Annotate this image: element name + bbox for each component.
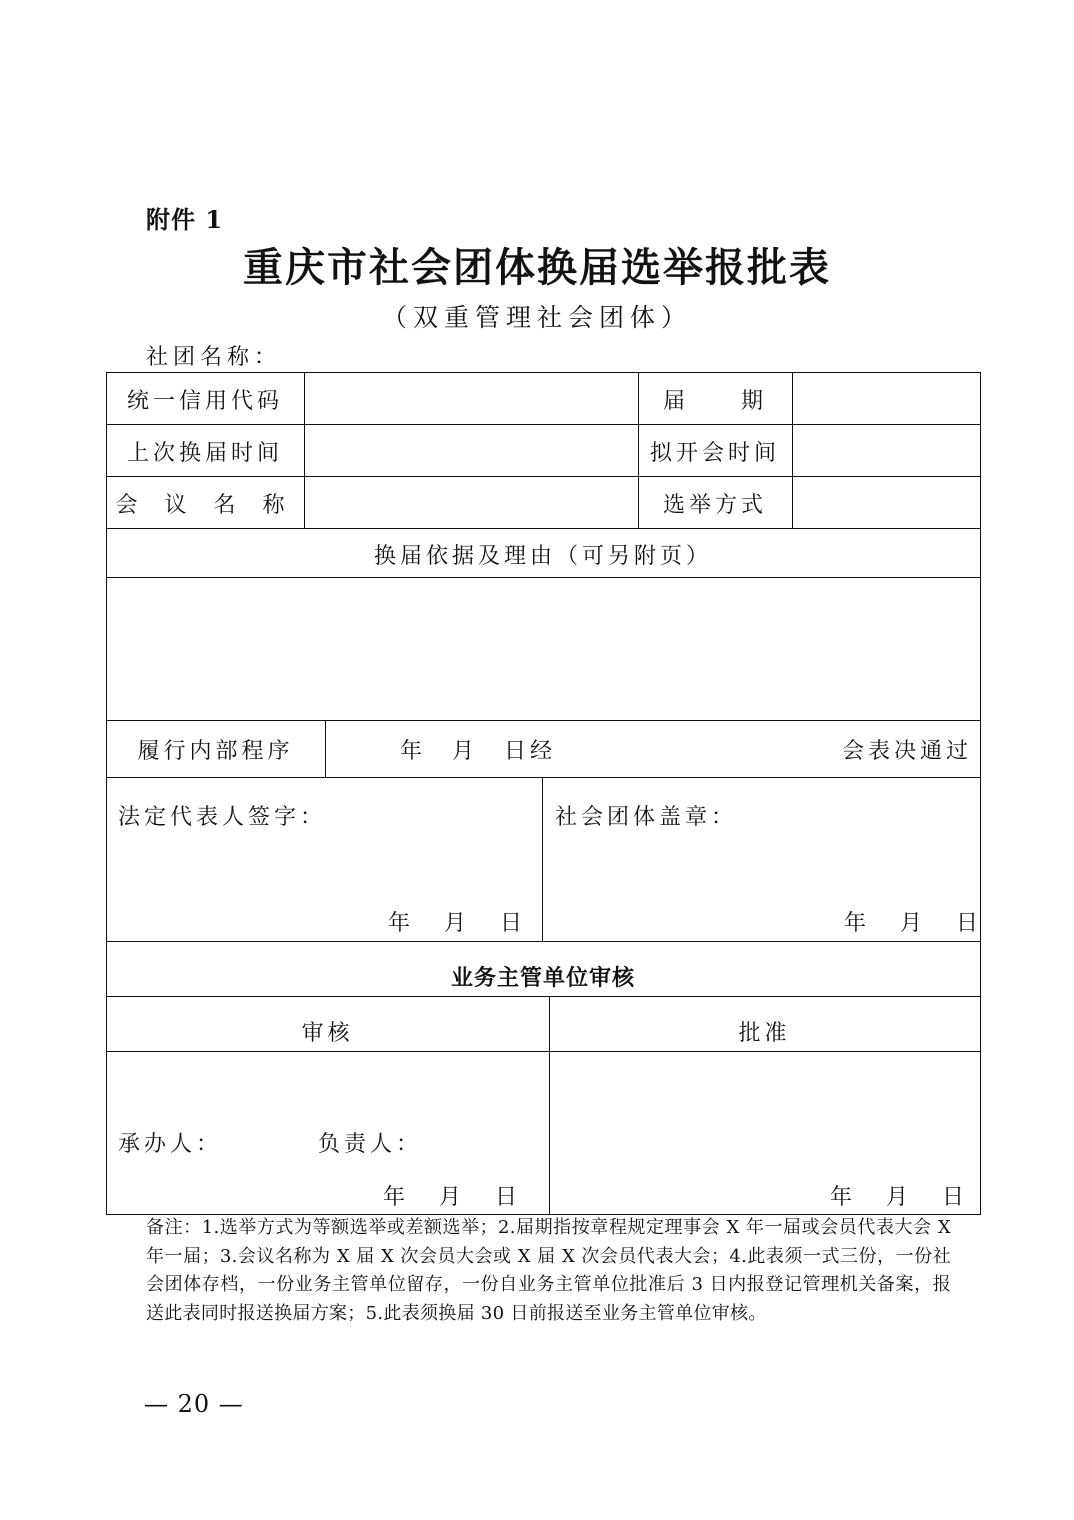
row-divider: [106, 528, 981, 529]
credit-code-field[interactable]: [305, 373, 637, 424]
supervisor-header: 业务主管单位审核: [450, 966, 635, 991]
planned-meeting-field[interactable]: [793, 425, 979, 476]
planned-meeting-label: 拟开会时间: [649, 441, 780, 466]
internal-procedure-suffix: 会表决通过: [842, 739, 973, 764]
row-divider: [106, 996, 981, 997]
col-divider: [542, 777, 543, 941]
org-seal-date: 年 月 日: [844, 911, 985, 936]
term-field[interactable]: [793, 373, 979, 424]
col-divider: [325, 720, 326, 777]
meeting-name-label: 会 议 名 称: [115, 493, 295, 518]
handler-label: 承办人：: [118, 1132, 223, 1157]
reason-header: 换届依据及理由（可另附页）: [373, 544, 712, 569]
table-border-right: [980, 372, 981, 1215]
internal-procedure-label: 履行内部程序: [137, 739, 294, 764]
form-title: 重庆市社会团体换届选举报批表: [243, 244, 831, 291]
org-name-label: 社团名称：: [146, 345, 282, 370]
attachment-label: 附件 1: [146, 205, 224, 234]
internal-procedure-date: 年 月 日经: [400, 739, 557, 764]
approve-label: 批准: [738, 1021, 791, 1046]
form-notes: 备注：1.选举方式为等额选举或差额选举；2.届期指按章程规定理事会 X 年一届或会员代表大会 X 年一届；3.会议名称为 X 届 X 次会员大会或 X 届 X 次会员代表大会；4.此表须一式三份，一份社会团体存档，一份业务主管单位留存，一份自业务主管单位批准后 3 日内报登记管理机关备案，报送此表同时报送换届方案；5.此表须换届 30 日前报送至业务主管单位审核。: [146, 1217, 951, 1324]
election-method-field[interactable]: [793, 477, 979, 528]
row-divider: [106, 777, 981, 778]
review-label: 审核: [301, 1021, 354, 1046]
principal-label: 负责人：: [318, 1132, 423, 1157]
term-label: 届 期: [662, 389, 767, 414]
page-number: — 20 —: [144, 1390, 244, 1418]
row-divider: [106, 941, 981, 942]
credit-code-label: 统一信用代码: [126, 389, 283, 414]
last-election-label: 上次换届时间: [126, 441, 283, 466]
org-seal-label: 社会团体盖章：: [555, 805, 738, 830]
legal-rep-date: 年 月 日: [388, 911, 529, 936]
election-method-label: 选举方式: [662, 493, 767, 518]
legal-rep-sign-label: 法定代表人签字：: [118, 805, 327, 830]
reason-field[interactable]: [107, 578, 979, 720]
approve-date: 年 月 日: [830, 1185, 971, 1210]
row-divider: [106, 720, 981, 721]
last-election-field[interactable]: [305, 425, 637, 476]
row-divider: [106, 1051, 981, 1052]
meeting-name-field[interactable]: [305, 477, 637, 528]
form-subtitle: （双重管理社会团体）: [381, 303, 692, 332]
review-date: 年 月 日: [383, 1185, 524, 1210]
